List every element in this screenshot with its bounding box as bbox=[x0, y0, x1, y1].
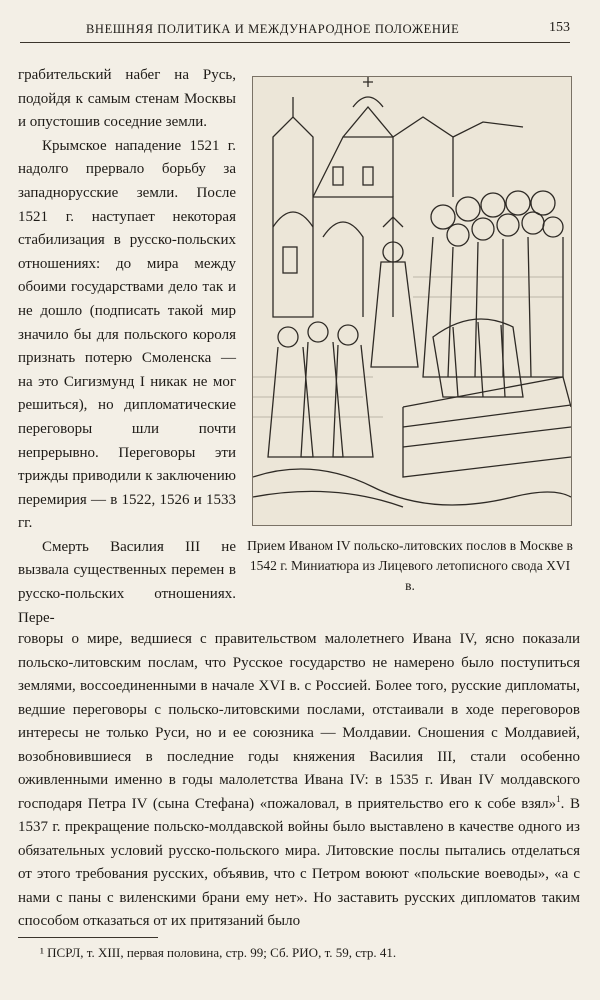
page-header bbox=[0, 0, 600, 44]
figure-caption: Прием Иваном IV польско-литовских послов в Москве в 1542 г. Миниатюра из Лицевого летописного свода XVI в. bbox=[247, 538, 573, 593]
footnote-rule bbox=[18, 937, 158, 938]
paragraph-3: Смерть Василия III не вызвала существенных перемен в русско-польских отношениях. Пере- bbox=[18, 538, 236, 626]
miniature-illustration bbox=[252, 76, 572, 526]
page-number: 153 bbox=[549, 20, 570, 35]
paragraph-2: Крымское нападение 1521 г. надолго прервало борьбу за западнорусские земли. После 1521 г. наступает некоторая стабилизация в русско-польских отношениях: до мира между обоими государствами дело так и не дошло (подписать такой мир значило бы для польского короля признать потерю Смоленска — на это Сигизмунд I никак не мог решиться), но дипломатические переговоры шли почти непрерывно. Переговоры эти трижды приводили к заключению перемирия — в 1522, 1526 и 1533 гг. bbox=[18, 137, 236, 532]
footnote: ¹ ПСРЛ, т. XIII, первая половина, стр. 99; Сб. РИО, т. 59, стр. 41. bbox=[40, 945, 397, 960]
header-rule bbox=[20, 42, 570, 43]
footnote-marker: 1 bbox=[556, 793, 561, 804]
figure bbox=[246, 76, 574, 596]
running-title: ВНЕШНЯЯ ПОЛИТИКА И МЕЖДУНАРОДНОЕ ПОЛОЖЕНИЕ bbox=[86, 22, 460, 36]
full-width-text bbox=[18, 628, 580, 934]
left-column-text bbox=[18, 64, 236, 630]
full-width-text-part-2: . В 1537 г. прекращение польско-молдавской войны было выставлено в качестве одного из обязательных условий русско-польского мира. Литовские послы пытались отделаться от этого требования русских, объявив, что с Петром воюют «польские воеводы», «а с нами с паны с виленскими брани ему нет». Но заставить русских дипломатов таким способом отказаться от их притязаний было bbox=[18, 795, 580, 929]
full-width-text-part-1: говоры о мире, ведшиеся с правительством малолетнего Ивана IV, ясно показали польско-литовским послам, что Русское государство не намерено было поступиться землями, воссоединенными в начале XVI в. с Россией. Более того, русские дипломаты, ведшие переговоры с польско-литовскими послами, отстаивали в ходе переговоров интересы не только Руси, но и ее союзника — Молдавии. Сношения с Молдавией, возобновившиеся в последние годы княжения Василия III, стали особенно оживленными именно в годы малолетства Ивана IV: в 1535 г. Иван IV молдавского господаря Петра IV (сына Стефана) «пожаловал, в приятельство его к собе взял» bbox=[18, 631, 580, 812]
paragraph-1: грабительский набег на Русь, подойдя к самым стенам Москвы и опустошив соседние земли. bbox=[18, 67, 236, 131]
